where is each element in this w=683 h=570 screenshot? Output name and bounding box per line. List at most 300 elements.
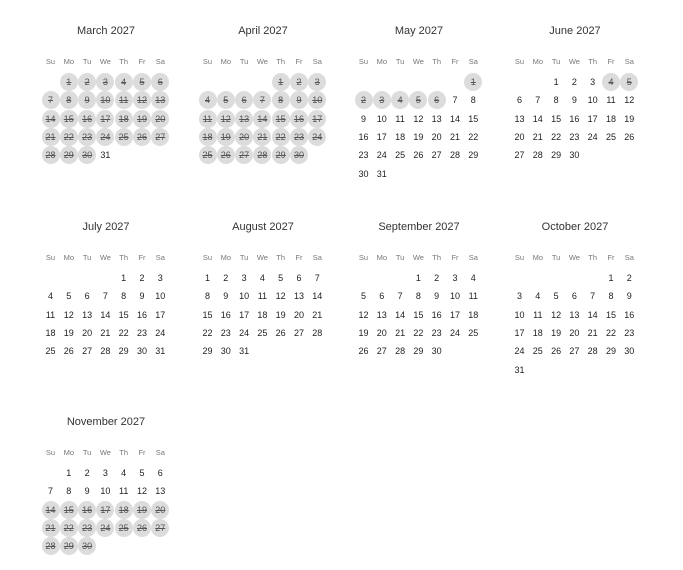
day-cell[interactable]: 9 [626, 291, 632, 302]
day-cell[interactable]: 9 [434, 291, 440, 302]
day-cell[interactable]: 21 [312, 309, 323, 320]
day-cell-unavailable[interactable]: 5 [409, 91, 427, 109]
day-cell[interactable]: 29 [551, 150, 562, 161]
day-cell[interactable]: 26 [551, 346, 562, 357]
day-cell[interactable]: 10 [100, 486, 111, 497]
day-cell[interactable]: 7 [102, 291, 108, 302]
day-cell-unavailable[interactable]: 25 [115, 128, 133, 146]
day-cell[interactable]: 30 [358, 168, 369, 179]
day-cell-unavailable[interactable]: 17 [308, 110, 326, 128]
day-cell[interactable]: 14 [449, 113, 460, 124]
day-cell[interactable]: 3 [516, 291, 522, 302]
day-cell[interactable]: 8 [553, 95, 559, 106]
day-cell[interactable]: 8 [470, 95, 476, 106]
weekday-label: Tu [551, 57, 561, 66]
day-cell[interactable]: 18 [468, 309, 479, 320]
day-cell-unavailable[interactable]: 1 [272, 73, 290, 91]
day-cell-unavailable[interactable]: 19 [133, 110, 151, 128]
day-cell[interactable]: 1 [415, 273, 421, 283]
day-cell[interactable]: 12 [624, 95, 635, 106]
day-cell[interactable]: 27 [82, 346, 93, 357]
day-cell[interactable]: 20 [431, 131, 442, 142]
day-cell-unavailable[interactable]: 16 [78, 110, 96, 128]
day-cell[interactable]: 25 [45, 346, 56, 357]
day-cell-unavailable[interactable]: 28 [42, 537, 60, 555]
day-cell[interactable]: 15 [468, 113, 479, 124]
day-cell[interactable]: 15 [202, 309, 213, 320]
day-cell-unavailable[interactable]: 17 [96, 501, 114, 519]
day-cell[interactable]: 2 [84, 468, 90, 478]
day-cell[interactable]: 14 [587, 309, 598, 320]
day-cell[interactable]: 4 [470, 273, 476, 283]
day-cell[interactable]: 2 [139, 273, 145, 283]
day-cell[interactable]: 27 [514, 150, 525, 161]
day-cell[interactable]: 8 [204, 291, 210, 302]
day-cell-unavailable[interactable]: 18 [115, 110, 133, 128]
day-cell[interactable]: 23 [431, 327, 442, 338]
day-cell[interactable]: 16 [431, 309, 442, 320]
day-cell-unavailable[interactable]: 3 [96, 73, 114, 91]
day-cell[interactable]: 29 [118, 346, 129, 357]
day-cell[interactable]: 25 [532, 346, 543, 357]
day-cell-unavailable[interactable]: 22 [60, 128, 78, 146]
day-cell[interactable]: 27 [431, 150, 442, 161]
day-cell[interactable]: 18 [257, 309, 268, 320]
day-cell-unavailable[interactable]: 15 [60, 501, 78, 519]
day-cell[interactable]: 17 [587, 113, 598, 124]
day-cell[interactable]: 31 [100, 150, 111, 161]
day-cell-unavailable[interactable]: 4 [602, 73, 620, 91]
weekday-label: Fr [295, 57, 303, 66]
day-cell[interactable]: 7 [397, 291, 403, 302]
day-cell-unavailable[interactable]: 2 [78, 73, 96, 91]
day-cell[interactable]: 3 [241, 273, 247, 283]
day-cell[interactable]: 25 [605, 131, 616, 142]
day-cell[interactable]: 20 [376, 327, 387, 338]
day-cell[interactable]: 30 [569, 150, 580, 161]
day-cell[interactable]: 23 [358, 150, 369, 161]
weekday-label: We [256, 57, 268, 66]
day-cell[interactable]: 26 [275, 327, 286, 338]
day-cell[interactable]: 23 [220, 327, 231, 338]
day-cell[interactable]: 13 [376, 309, 387, 320]
day-cell[interactable]: 24 [239, 327, 250, 338]
day-cell-unavailable[interactable]: 8 [272, 91, 290, 109]
day-cell[interactable]: 4 [121, 468, 127, 478]
day-cell[interactable]: 29 [468, 150, 479, 161]
day-cell-unavailable[interactable]: 11 [115, 91, 133, 109]
weekday-label: Mo [220, 253, 231, 262]
day-cell[interactable]: 13 [514, 113, 525, 124]
day-cell[interactable]: 26 [624, 131, 635, 142]
day-cell-unavailable[interactable]: 1 [60, 73, 78, 91]
day-cell[interactable]: 30 [136, 346, 147, 357]
day-cell[interactable]: 11 [45, 309, 56, 320]
day-cell[interactable]: 19 [551, 327, 562, 338]
day-cell-unavailable[interactable]: 26 [133, 519, 151, 537]
day-cell[interactable]: 17 [449, 309, 460, 320]
day-cell[interactable]: 3 [452, 273, 458, 283]
day-cell[interactable]: 6 [84, 291, 90, 302]
day-cell[interactable]: 24 [587, 131, 598, 142]
day-cell[interactable]: 10 [449, 291, 460, 302]
day-cell-unavailable[interactable]: 25 [199, 146, 217, 164]
day-cell-unavailable[interactable]: 4 [199, 91, 217, 109]
day-cell[interactable]: 23 [624, 327, 635, 338]
day-cell[interactable]: 12 [551, 309, 562, 320]
day-cell[interactable]: 12 [413, 113, 424, 124]
day-cell-unavailable[interactable]: 10 [96, 91, 114, 109]
day-cell[interactable]: 20 [293, 309, 304, 320]
month-title: June 2027 [549, 25, 601, 37]
day-cell-unavailable[interactable]: 13 [235, 110, 253, 128]
day-cell[interactable]: 22 [118, 327, 129, 338]
day-cell[interactable]: 15 [413, 309, 424, 320]
day-cell[interactable]: 19 [63, 327, 74, 338]
day-cell[interactable]: 28 [532, 150, 543, 161]
day-cell[interactable]: 15 [551, 113, 562, 124]
day-cell[interactable]: 5 [139, 468, 145, 478]
day-cell[interactable]: 16 [569, 113, 580, 124]
day-cell[interactable]: 1 [608, 273, 614, 283]
day-cell[interactable]: 5 [553, 291, 559, 302]
weekday-label: Tu [82, 448, 92, 457]
day-cell-unavailable[interactable]: 26 [217, 146, 235, 164]
day-cell[interactable]: 31 [155, 346, 166, 357]
weekday-label: We [256, 253, 268, 262]
day-cell[interactable]: 10 [155, 291, 166, 302]
day-cell[interactable]: 6 [516, 95, 522, 106]
day-cell-unavailable[interactable]: 3 [373, 91, 391, 109]
day-cell[interactable]: 14 [100, 309, 111, 320]
day-cell[interactable]: 27 [376, 346, 387, 357]
day-cell-unavailable[interactable]: 2 [355, 91, 373, 109]
day-cell[interactable]: 8 [121, 291, 127, 302]
day-cell-unavailable[interactable]: 30 [290, 146, 308, 164]
day-cell[interactable]: 19 [413, 131, 424, 142]
day-cell[interactable]: 7 [314, 273, 320, 283]
day-cell-unavailable[interactable]: 24 [96, 128, 114, 146]
day-cell-unavailable[interactable]: 18 [199, 128, 217, 146]
day-cell-unavailable[interactable]: 18 [115, 501, 133, 519]
day-cell[interactable]: 18 [395, 131, 406, 142]
day-cell-unavailable[interactable]: 12 [217, 110, 235, 128]
day-cell[interactable]: 22 [605, 327, 616, 338]
day-cell[interactable]: 19 [358, 327, 369, 338]
day-cell[interactable]: 9 [571, 95, 577, 106]
day-cell[interactable]: 29 [605, 346, 616, 357]
day-cell[interactable]: 17 [155, 309, 166, 320]
day-cell[interactable]: 4 [47, 291, 53, 302]
day-cell-unavailable[interactable]: 21 [42, 128, 60, 146]
weekday-label: Su [514, 57, 525, 66]
day-cell[interactable]: 4 [259, 273, 265, 283]
day-cell-unavailable[interactable]: 30 [78, 146, 96, 164]
day-cell[interactable]: 30 [624, 346, 635, 357]
day-cell-unavailable[interactable]: 20 [151, 501, 169, 519]
day-cell[interactable]: 21 [532, 131, 543, 142]
day-cell[interactable]: 24 [514, 346, 525, 357]
day-cell[interactable]: 5 [278, 273, 284, 283]
day-cell[interactable]: 11 [468, 291, 478, 302]
day-cell-unavailable[interactable]: 24 [308, 128, 326, 146]
day-cell[interactable]: 3 [590, 77, 596, 87]
day-cell[interactable]: 13 [155, 486, 166, 497]
day-cell-unavailable[interactable]: 22 [272, 128, 290, 146]
day-cell[interactable]: 13 [293, 291, 304, 302]
day-cell-unavailable[interactable]: 20 [235, 128, 253, 146]
day-cell[interactable]: 20 [82, 327, 93, 338]
day-cell-unavailable[interactable]: 19 [217, 128, 235, 146]
day-cell-unavailable[interactable]: 6 [235, 91, 253, 109]
day-cell[interactable]: 31 [514, 364, 525, 375]
day-cell-unavailable[interactable]: 29 [60, 146, 78, 164]
day-cell[interactable]: 1 [66, 468, 72, 478]
day-cell[interactable]: 12 [275, 291, 286, 302]
day-cell[interactable]: 9 [139, 291, 145, 302]
day-cell[interactable]: 5 [66, 291, 72, 302]
day-cell-unavailable[interactable]: 17 [96, 110, 114, 128]
day-cell[interactable]: 23 [569, 131, 580, 142]
day-cell[interactable]: 13 [569, 309, 580, 320]
day-cell[interactable]: 28 [312, 327, 323, 338]
day-cell[interactable]: 13 [431, 113, 442, 124]
day-cell-unavailable[interactable]: 14 [42, 501, 60, 519]
day-cell[interactable]: 6 [379, 291, 385, 302]
day-cell-unavailable[interactable]: 16 [290, 110, 308, 128]
day-cell-unavailable[interactable]: 23 [290, 128, 308, 146]
day-cell-unavailable[interactable]: 5 [620, 73, 638, 91]
day-cell[interactable]: 17 [376, 131, 387, 142]
day-cell[interactable]: 25 [395, 150, 406, 161]
day-cell-unavailable[interactable]: 27 [151, 128, 169, 146]
day-cell[interactable]: 21 [449, 131, 460, 142]
day-cell[interactable]: 20 [514, 131, 525, 142]
day-cell[interactable]: 8 [415, 291, 421, 302]
weekday-label: Mo [376, 253, 387, 262]
day-cell[interactable]: 24 [376, 150, 387, 161]
day-cell[interactable]: 10 [514, 309, 525, 320]
day-cell[interactable]: 12 [63, 309, 74, 320]
day-cell[interactable]: 27 [569, 346, 580, 357]
day-cell[interactable]: 3 [157, 273, 163, 283]
day-cell-unavailable[interactable]: 2 [290, 73, 308, 91]
day-cell[interactable]: 18 [45, 327, 56, 338]
day-cell-unavailable[interactable]: 29 [272, 146, 290, 164]
day-cell-unavailable[interactable]: 15 [60, 110, 78, 128]
day-cell[interactable]: 30 [431, 346, 442, 357]
day-cell-unavailable[interactable]: 9 [78, 91, 96, 109]
day-cell-unavailable[interactable]: 19 [133, 501, 151, 519]
day-cell[interactable]: 18 [532, 327, 543, 338]
weekday-label: Fr [138, 253, 146, 262]
day-cell[interactable]: 3 [102, 468, 108, 478]
day-cell[interactable]: 11 [606, 95, 616, 106]
day-cell[interactable]: 29 [413, 346, 424, 357]
day-cell[interactable]: 10 [239, 291, 250, 302]
day-cell-unavailable[interactable]: 23 [78, 128, 96, 146]
day-cell-unavailable[interactable]: 27 [151, 519, 169, 537]
day-cell[interactable]: 16 [136, 309, 147, 320]
day-cell[interactable]: 8 [608, 291, 614, 302]
weekday-label: Su [45, 253, 56, 262]
day-cell[interactable]: 16 [220, 309, 231, 320]
day-cell[interactable]: 26 [413, 150, 424, 161]
day-cell[interactable]: 9 [360, 113, 366, 124]
day-cell-unavailable[interactable]: 16 [78, 501, 96, 519]
day-cell-unavailable[interactable]: 21 [42, 519, 60, 537]
day-cell-unavailable[interactable]: 22 [60, 519, 78, 537]
day-cell[interactable]: 13 [82, 309, 93, 320]
day-cell[interactable]: 26 [358, 346, 369, 357]
day-cell[interactable]: 11 [533, 309, 543, 320]
day-cell[interactable]: 6 [571, 291, 577, 302]
weekday-label: We [568, 253, 580, 262]
day-cell[interactable]: 17 [239, 309, 250, 320]
day-cell-unavailable[interactable]: 28 [42, 146, 60, 164]
weekday-label: Tu [395, 253, 405, 262]
day-cell[interactable]: 7 [590, 291, 596, 302]
day-cell[interactable]: 14 [312, 291, 323, 302]
day-cell[interactable]: 28 [449, 150, 460, 161]
weekday-label: Sa [468, 57, 478, 66]
day-cell-unavailable[interactable]: 7 [253, 91, 271, 109]
day-cell-unavailable[interactable]: 4 [115, 73, 133, 91]
day-cell-unavailable[interactable]: 6 [428, 91, 446, 109]
day-cell[interactable]: 30 [220, 346, 231, 357]
day-cell[interactable]: 12 [358, 309, 369, 320]
weekday-label: Su [202, 253, 213, 262]
day-cell[interactable]: 27 [293, 327, 304, 338]
weekday-label: Sa [312, 57, 322, 66]
day-cell-unavailable[interactable]: 14 [253, 110, 271, 128]
day-cell[interactable]: 8 [66, 486, 72, 497]
day-cell[interactable]: 14 [395, 309, 406, 320]
weekday-label: Mo [63, 253, 74, 262]
day-cell-unavailable[interactable]: 4 [391, 91, 409, 109]
weekday-label: Sa [312, 253, 322, 262]
day-cell[interactable]: 1 [553, 77, 559, 87]
day-cell-unavailable[interactable]: 13 [151, 91, 169, 109]
day-cell-unavailable[interactable]: 28 [253, 146, 271, 164]
month-title: September 2027 [378, 221, 460, 233]
day-cell[interactable]: 1 [121, 273, 127, 283]
day-cell-unavailable[interactable]: 25 [115, 519, 133, 537]
day-cell[interactable]: 11 [257, 291, 268, 302]
day-cell[interactable]: 25 [257, 327, 268, 338]
day-cell[interactable]: 31 [239, 346, 250, 357]
day-cell-unavailable[interactable]: 14 [42, 110, 60, 128]
day-cell-unavailable[interactable]: 5 [133, 73, 151, 91]
day-cell[interactable]: 10 [587, 95, 598, 106]
day-cell[interactable]: 24 [449, 327, 460, 338]
day-cell[interactable]: 2 [434, 273, 440, 283]
day-cell-unavailable[interactable]: 27 [235, 146, 253, 164]
weekday-label: Su [202, 57, 213, 66]
day-cell-unavailable[interactable]: 26 [133, 128, 151, 146]
day-cell-unavailable[interactable]: 8 [60, 91, 78, 109]
day-cell-unavailable[interactable]: 6 [151, 73, 169, 91]
day-cell-unavailable[interactable]: 3 [308, 73, 326, 91]
day-cell[interactable]: 4 [535, 291, 541, 302]
day-cell[interactable]: 6 [157, 468, 163, 478]
day-cell[interactable]: 19 [624, 113, 635, 124]
day-cell[interactable]: 18 [605, 113, 616, 124]
weekday-label: Th [276, 253, 286, 262]
day-cell[interactable]: 1 [204, 273, 210, 283]
day-cell[interactable]: 7 [535, 95, 541, 106]
day-cell[interactable]: 9 [223, 291, 229, 302]
day-cell-unavailable[interactable]: 30 [78, 537, 96, 555]
day-cell[interactable]: 17 [514, 327, 525, 338]
day-cell-unavailable[interactable]: 29 [60, 537, 78, 555]
day-cell[interactable]: 9 [84, 486, 90, 497]
day-cell[interactable]: 16 [624, 309, 635, 320]
weekday-label: Sa [624, 57, 634, 66]
day-cell[interactable]: 28 [100, 346, 111, 357]
day-cell[interactable]: 22 [468, 131, 479, 142]
day-cell-unavailable[interactable]: 21 [253, 128, 271, 146]
day-cell-unavailable[interactable]: 15 [272, 110, 290, 128]
day-cell-unavailable[interactable]: 24 [96, 519, 114, 537]
day-cell[interactable]: 26 [63, 346, 74, 357]
day-cell[interactable]: 14 [532, 113, 543, 124]
day-cell[interactable]: 6 [296, 273, 302, 283]
day-cell[interactable]: 10 [376, 113, 387, 124]
day-cell[interactable]: 15 [605, 309, 616, 320]
day-cell-unavailable[interactable]: 11 [199, 110, 217, 128]
day-cell[interactable]: 11 [119, 486, 129, 497]
month-title: May 2027 [394, 25, 444, 37]
day-cell[interactable]: 5 [360, 291, 366, 302]
day-cell[interactable]: 22 [413, 327, 424, 338]
day-cell-unavailable[interactable]: 10 [308, 91, 326, 109]
day-cell[interactable]: 25 [468, 327, 479, 338]
day-cell[interactable]: 22 [551, 131, 562, 142]
day-cell[interactable]: 11 [395, 113, 405, 124]
day-cell[interactable]: 7 [47, 486, 53, 497]
day-cell[interactable]: 24 [155, 327, 166, 338]
day-cell[interactable]: 7 [452, 95, 458, 106]
day-cell[interactable]: 28 [395, 346, 406, 357]
day-cell-unavailable[interactable]: 5 [217, 91, 235, 109]
day-cell-unavailable[interactable]: 12 [133, 91, 151, 109]
day-cell[interactable]: 29 [202, 346, 213, 357]
day-cell-unavailable[interactable]: 7 [42, 91, 60, 109]
day-cell[interactable]: 22 [202, 327, 213, 338]
day-cell-unavailable[interactable]: 1 [464, 73, 482, 91]
day-cell[interactable]: 20 [569, 327, 580, 338]
day-cell[interactable]: 21 [395, 327, 406, 338]
day-cell[interactable]: 21 [587, 327, 598, 338]
day-cell-unavailable[interactable]: 20 [151, 110, 169, 128]
day-cell-unavailable[interactable]: 9 [290, 91, 308, 109]
day-cell[interactable]: 15 [118, 309, 129, 320]
day-cell-unavailable[interactable]: 23 [78, 519, 96, 537]
day-cell[interactable]: 28 [587, 346, 598, 357]
day-cell[interactable]: 19 [275, 309, 286, 320]
day-cell[interactable]: 31 [376, 168, 387, 179]
weekday-label: Sa [468, 253, 478, 262]
day-cell[interactable]: 12 [136, 486, 147, 497]
day-cell[interactable]: 23 [136, 327, 147, 338]
day-cell[interactable]: 16 [358, 131, 369, 142]
day-cell[interactable]: 2 [571, 77, 577, 87]
day-cell[interactable]: 2 [626, 273, 632, 283]
day-cell[interactable]: 21 [100, 327, 111, 338]
weekday-label: We [99, 253, 111, 262]
day-cell[interactable]: 2 [223, 273, 229, 283]
